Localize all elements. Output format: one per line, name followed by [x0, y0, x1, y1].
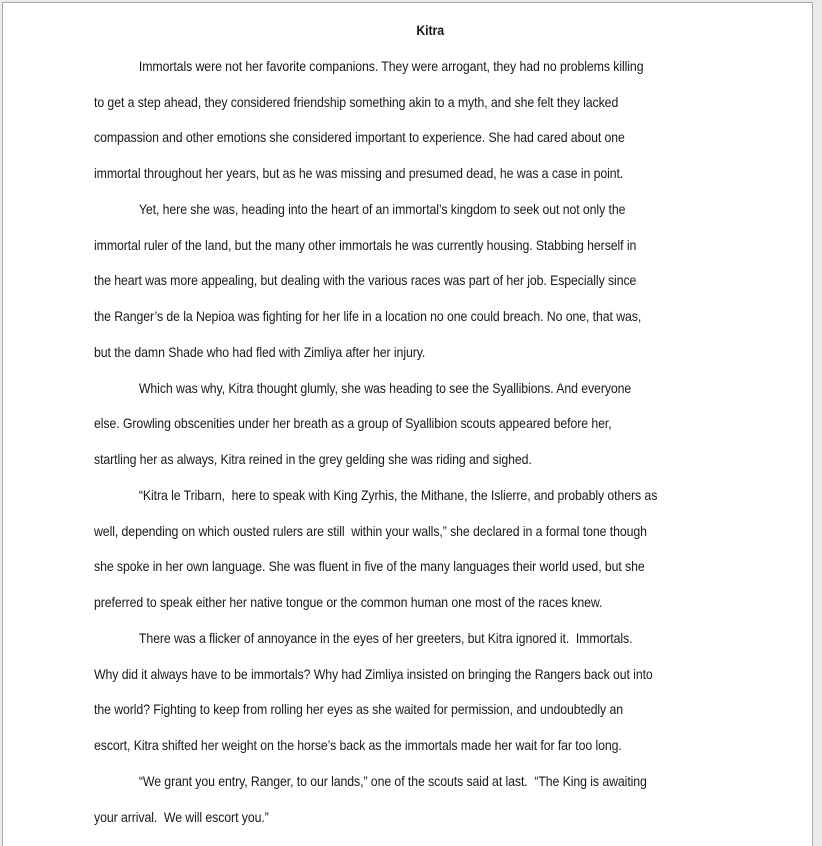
- text-line: else. Growling obscenities under her breath as a group of Syallibion scouts appeared before her,: [94, 415, 612, 432]
- paragraph-5: [94, 621, 766, 764]
- paragraph-4: [94, 478, 766, 621]
- document-title: Kitra: [416, 22, 444, 38]
- text-line: “We grant you entry, Ranger, to our lands,” one of the scouts said at last. “The King is awaiting: [138, 772, 647, 789]
- text-line: the world? Fighting to keep from rolling her eyes as she waited for permission, and undoubtedly an: [94, 701, 623, 718]
- text-line: well, depending on which ousted rulers are still within your walls,” she declared in a formal tone though: [94, 522, 647, 539]
- text-line: Yet, here she was, heading into the heart of an immortal’s kingdom to seek out not only the: [138, 200, 626, 217]
- text-line: to get a step ahead, they considered friendship something akin to a myth, and she felt they lacked: [94, 93, 619, 110]
- text-line: There was a flicker of annoyance in the eyes of her greeters, but Kitra ignored it. Immortals.: [138, 629, 633, 646]
- text-line: immortal throughout her years, but as he was missing and presumed dead, he was a case in point.: [94, 165, 624, 181]
- text-line: Why did it always have to be immortals? Why had Zimliya insisted on bringing the Rangers back out into: [94, 665, 653, 682]
- text-line: the Ranger’s de la Nepioa was fighting for her life in a location no one could breach. No one, that was,: [94, 308, 642, 324]
- text-line: your arrival. We will escort you.”: [94, 808, 269, 825]
- paragraph-6: [94, 764, 766, 836]
- text-line: preferred to speak either her native tongue or the common human one most of the races knew.: [94, 594, 603, 610]
- text-line: compassion and other emotions she considered important to experience. She had cared about one: [94, 129, 625, 146]
- text-line: escort, Kitra shifted her weight on the horse’s back as the immortals made her wait for far too long.: [94, 737, 622, 753]
- paragraph-3: [94, 371, 766, 478]
- text-line: the heart was more appealing, but dealing with the various races was part of her job. Especially since: [94, 272, 637, 289]
- text-line: startling her as always, Kitra reined in the grey gelding she was riding and sighed.: [94, 451, 532, 467]
- document-content: [94, 13, 766, 835]
- text-line: she spoke in her own language. She was fluent in five of the many languages their world used, but she: [94, 558, 645, 575]
- document-page: [2, 2, 813, 846]
- text-line: “Kitra le Tribarn, here to speak with King Zyrhis, the Mithane, the Islierre, and probably others as: [138, 486, 658, 503]
- text-line: Immortals were not her favorite companions. They were arrogant, they had no problems killing: [138, 57, 644, 74]
- paragraph-1: [94, 49, 766, 192]
- paragraph-2: [94, 192, 766, 371]
- text-line: Which was why, Kitra thought glumly, she was heading to see the Syallibions. And everyone: [138, 379, 632, 396]
- text-line: but the damn Shade who had fled with Zimliya after her injury.: [94, 343, 426, 360]
- text-line: immortal ruler of the land, but the many other immortals he was currently housing. Stabbing herself in: [94, 236, 637, 253]
